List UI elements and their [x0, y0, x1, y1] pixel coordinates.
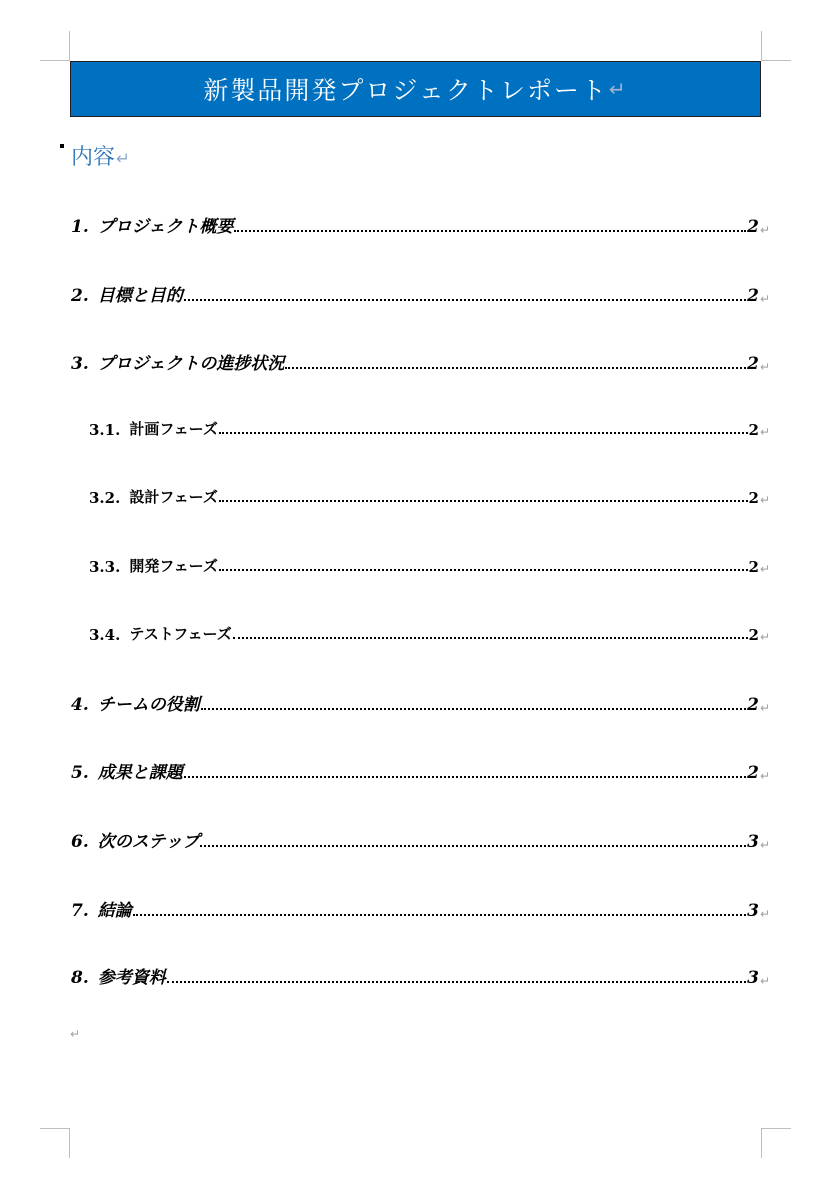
toc-entry[interactable] — [89, 623, 770, 644]
paragraph-mark-icon: ↵ — [759, 425, 770, 439]
toc-entry-number: 3.4. — [89, 626, 121, 644]
toc-entry-page: 2 — [748, 489, 759, 507]
toc-entry-page: 2 — [747, 695, 759, 715]
toc-entry-page: 3 — [747, 968, 759, 988]
toc-entry[interactable] — [89, 555, 770, 576]
toc-entry-number: 3.2. — [89, 489, 121, 507]
paragraph-mark-icon: ↵ — [608, 77, 628, 101]
toc-entry-number: 4. — [71, 695, 89, 715]
toc-entry-page: 2 — [748, 421, 759, 439]
toc-dot-leader — [234, 230, 746, 232]
crop-mark-top-right-horizontal — [761, 60, 791, 61]
toc-entry-page: 3 — [747, 832, 759, 852]
paragraph-mark-icon: ↵ — [759, 223, 770, 237]
toc-entry-text: 次のステップ — [97, 832, 200, 852]
toc-dot-leader — [184, 776, 746, 778]
paragraph-mark-icon: ↵ — [759, 701, 770, 715]
toc-entry[interactable] — [89, 486, 770, 507]
toc-entry[interactable] — [71, 212, 770, 237]
paragraph-mark-icon: ↵ — [759, 907, 770, 921]
crop-mark-top-left-horizontal — [40, 60, 70, 61]
toc-entry-page: 3 — [747, 901, 759, 921]
paragraph-mark-icon: ↵ — [759, 974, 770, 988]
paragraph-mark-icon: ↵ — [759, 630, 770, 644]
toc-entry-number: 8. — [71, 968, 89, 988]
paragraph-mark-icon: ↵ — [759, 292, 770, 306]
paragraph-mark-icon: ↵ — [759, 493, 770, 507]
toc-entry-page: 2 — [748, 558, 759, 576]
toc-entry-number: 1. — [71, 217, 89, 237]
paragraph-mark-icon: ↵ — [759, 838, 770, 852]
toc-dot-leader — [133, 914, 746, 916]
document-title: 新製品開発プロジェクトレポート — [203, 76, 608, 105]
toc-dot-leader — [184, 299, 746, 301]
toc-entry-text: 結論 — [97, 901, 132, 921]
toc-entry-number: 7. — [71, 901, 89, 921]
toc-entry[interactable] — [89, 418, 770, 439]
toc-entry[interactable] — [71, 963, 770, 988]
toc-entry[interactable] — [71, 281, 770, 306]
crop-mark-top-left-vertical — [69, 31, 70, 61]
crop-mark-bottom-left-vertical — [69, 1128, 70, 1158]
toc-entry[interactable] — [71, 896, 770, 921]
paragraph-mark-icon: ↵ — [759, 562, 770, 576]
heading-bullet-marker — [60, 144, 64, 148]
toc-entry-number: 2. — [71, 286, 89, 306]
toc-entry-page: 2 — [747, 286, 759, 306]
toc-dot-leader — [201, 708, 746, 710]
crop-mark-bottom-right-horizontal — [761, 1128, 791, 1129]
toc-entry-text: プロジェクトの進捗状況 — [97, 354, 285, 374]
toc-entry-text: 設計フェーズ — [129, 488, 218, 506]
document-title-banner[interactable] — [70, 61, 761, 117]
toc-dot-leader — [167, 981, 746, 983]
paragraph-mark-icon: ↵ — [759, 769, 770, 783]
toc-dot-leader — [219, 432, 748, 434]
toc-entry-number: 3. — [71, 354, 89, 374]
toc-dot-leader — [285, 367, 746, 369]
toc-heading[interactable] — [71, 140, 130, 171]
toc-entry-text: 開発フェーズ — [129, 557, 218, 575]
toc-entry[interactable] — [71, 349, 770, 374]
toc-entry-text: 参考資料 — [97, 968, 166, 988]
paragraph-mark-icon: ↵ — [759, 360, 770, 374]
toc-dot-leader — [200, 845, 746, 847]
crop-mark-bottom-right-vertical — [761, 1128, 762, 1158]
crop-mark-top-right-vertical — [761, 31, 762, 61]
toc-entry-text: 成果と課題 — [97, 763, 183, 783]
paragraph-mark-icon: ↵ — [116, 149, 130, 168]
toc-entry-text: 計画フェーズ — [129, 420, 218, 438]
toc-entry-text: プロジェクト概要 — [97, 217, 234, 237]
toc-entry[interactable] — [71, 758, 770, 783]
toc-entry-text: チームの役割 — [97, 695, 200, 715]
toc-entry-number: 3.3. — [89, 558, 121, 576]
crop-mark-bottom-left-horizontal — [40, 1128, 70, 1129]
toc-heading-text: 内容 — [71, 145, 116, 170]
toc-dot-leader — [219, 500, 748, 502]
toc-entry-number: 5. — [71, 763, 89, 783]
toc-dot-leader — [219, 569, 748, 571]
toc-entry-number: 3.1. — [89, 421, 121, 439]
toc-entry[interactable] — [71, 690, 770, 715]
toc-entry-text: テストフェーズ — [129, 625, 232, 643]
toc-entry-page: 2 — [748, 626, 759, 644]
toc-entry-page: 2 — [747, 354, 759, 374]
toc-entry[interactable] — [71, 827, 770, 852]
toc-entry-page: 2 — [747, 217, 759, 237]
paragraph-mark-icon[interactable]: ↵ — [70, 1027, 81, 1041]
toc-entry-page: 2 — [747, 763, 759, 783]
toc-dot-leader — [233, 637, 748, 639]
toc-entry-text: 目標と目的 — [97, 286, 183, 306]
toc-entry-number: 6. — [71, 832, 89, 852]
